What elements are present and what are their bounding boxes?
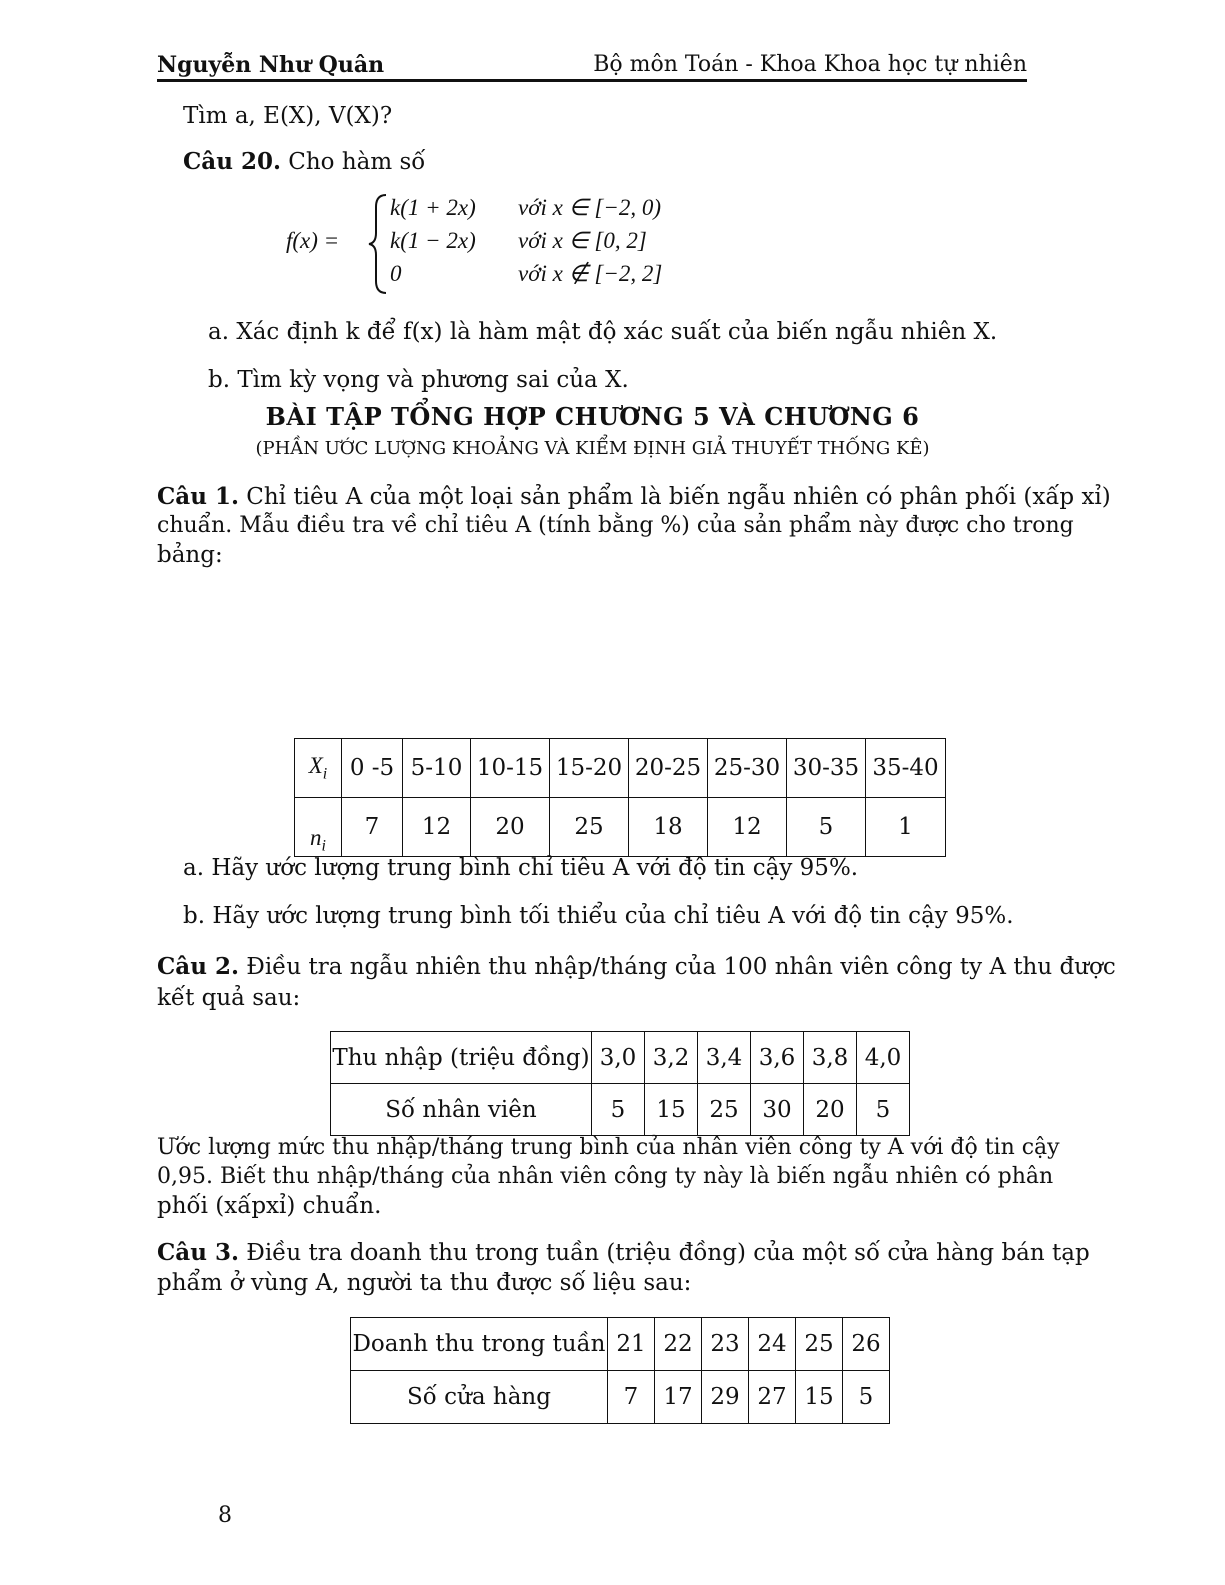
table-row <box>351 1371 890 1424</box>
q1-x-subscript: i <box>322 765 328 783</box>
q20-case-3-cond: với x ∉ [−2, 2] <box>518 261 663 286</box>
q1-interval-cell: 20-25 <box>629 739 708 798</box>
q3-value-cell: 22 <box>655 1318 702 1371</box>
q20-heading <box>183 147 425 177</box>
q1-count-cell: 25 <box>550 798 629 857</box>
table-row <box>331 1084 910 1136</box>
q20-case-2-expr: k(1 − 2x) <box>390 228 476 253</box>
q1-text-1: Chỉ tiêu A của một loại sản phẩm là biến ngẫu nhiên có phân phối (xấp xỉ) <box>246 484 1111 510</box>
q3-row-label-revenue: Doanh thu trong tuần <box>351 1318 608 1371</box>
q3-value-cell: 25 <box>796 1318 843 1371</box>
q2-line-2: kết quả sau: <box>157 985 301 1011</box>
q1-part-b <box>183 901 1014 931</box>
q3-count-cell: 27 <box>749 1371 796 1424</box>
section-subtitle: (PHẦN ƯỚC LƯỢNG KHOẢNG VÀ KIỂM ĐỊNH GIẢ THUYẾT THỐNG KÊ) <box>255 438 930 459</box>
section-title: BÀI TẬP TỔNG HỢP CHƯƠNG 5 VÀ CHƯƠNG 6 <box>265 402 920 431</box>
q2-row-label-income: Thu nhập (triệu đồng) <box>331 1032 592 1084</box>
q1-interval-cell: 5-10 <box>403 739 471 798</box>
q1-part-a <box>183 853 858 883</box>
q2-after-line-2: 0,95. Biết thu nhập/tháng của nhân viên công ty này là biến ngẫu nhiên có phân <box>157 1164 1054 1189</box>
q20-case-2-cond: với x ∈ [0, 2] <box>518 228 647 253</box>
q3-value-cell: 21 <box>608 1318 655 1371</box>
q2-after-line-1: Ước lượng mức thu nhập/tháng trung bình của nhân viên công ty A với độ tin cậy <box>157 1135 1060 1160</box>
q20-part-a-text: Xác định k để f(x) là hàm mật độ xác suất của biến ngẫu nhiên X. <box>236 319 998 345</box>
q2-income-table <box>330 1031 910 1136</box>
q1-count-cell: 20 <box>471 798 550 857</box>
q1-part-a-marker: a. <box>183 855 205 881</box>
q20-case-3-expr: 0 <box>390 261 402 286</box>
q20-intro: Cho hàm số <box>288 149 426 175</box>
q20-part-b-marker: b. <box>208 367 231 393</box>
q1-row-label-n <box>295 798 342 857</box>
table-row <box>331 1032 910 1084</box>
q2-count-cell: 30 <box>751 1084 804 1136</box>
q3-count-cell: 7 <box>608 1371 655 1424</box>
q3-line-1 <box>157 1238 1090 1268</box>
q1-interval-cell: 15-20 <box>550 739 629 798</box>
table-row <box>295 739 946 798</box>
q1-interval-cell: 30-35 <box>787 739 866 798</box>
q2-value-cell: 3,6 <box>751 1032 804 1084</box>
q3-count-cell: 29 <box>702 1371 749 1424</box>
q3-value-cell: 24 <box>749 1318 796 1371</box>
q20-lhs: f(x) = <box>286 228 340 253</box>
q2-count-cell: 15 <box>645 1084 698 1136</box>
q1-interval-cell: 35-40 <box>866 739 946 798</box>
q1-interval-cell: 0 -5 <box>342 739 403 798</box>
q2-value-cell: 3,2 <box>645 1032 698 1084</box>
q1-count-cell: 5 <box>787 798 866 857</box>
q1-x-symbol: X <box>308 752 323 778</box>
q3-count-cell: 5 <box>843 1371 890 1424</box>
q1-count-cell: 18 <box>629 798 708 857</box>
q20-left-brace <box>366 193 390 295</box>
header-author: Nguyễn Như Quân <box>157 52 385 78</box>
q1-n-subscript: i <box>321 838 326 855</box>
q1-n-symbol: n <box>310 825 322 851</box>
q1-count-cell: 7 <box>342 798 403 857</box>
q2-text-1: Điều tra ngẫu nhiên thu nhập/tháng của 100 nhân viên công ty A thu được <box>246 954 1116 980</box>
q3-value-cell: 26 <box>843 1318 890 1371</box>
q20-part-b <box>208 365 629 395</box>
q20-part-a <box>208 317 997 347</box>
q1-interval-cell: 10-15 <box>471 739 550 798</box>
q20-label: Câu 20. <box>183 148 281 175</box>
q1-row-label-x <box>295 739 342 798</box>
q3-row-label-stores: Số cửa hàng <box>351 1371 608 1424</box>
q2-label: Câu 2. <box>157 953 239 980</box>
q1-count-cell: 12 <box>708 798 787 857</box>
q3-count-cell: 17 <box>655 1371 702 1424</box>
previous-question-line: Tìm a, E(X), V(X)? <box>183 103 393 129</box>
q3-revenue-table <box>350 1317 890 1424</box>
q20-case-1-expr: k(1 + 2x) <box>390 195 476 220</box>
q1-part-b-marker: b. <box>183 903 206 929</box>
q3-text-1: Điều tra doanh thu trong tuần (triệu đồng) của một số cửa hàng bán tạp <box>246 1240 1090 1266</box>
q3-line-2: phẩm ở vùng A, người ta thu được số liệu sau: <box>157 1270 692 1296</box>
q1-count-cell: 1 <box>866 798 946 857</box>
q2-value-cell: 4,0 <box>857 1032 910 1084</box>
q3-count-cell: 15 <box>796 1371 843 1424</box>
q2-count-cell: 5 <box>857 1084 910 1136</box>
q20-case-1-cond: với x ∈ [−2, 0) <box>518 195 661 220</box>
q1-line-3: bảng: <box>157 542 223 568</box>
q1-part-b-text: Hãy ước lượng trung bình tối thiểu của chỉ tiêu A với độ tin cậy 95%. <box>212 903 1014 929</box>
q2-value-cell: 3,4 <box>698 1032 751 1084</box>
q1-interval-cell: 25-30 <box>708 739 787 798</box>
q2-line-1 <box>157 952 1116 982</box>
page-number: 8 <box>218 1503 232 1528</box>
q1-line-2: chuẩn. Mẫu điều tra về chỉ tiêu A (tính bằng %) của sản phẩm này được cho trong <box>157 513 1074 538</box>
q3-label: Câu 3. <box>157 1239 239 1266</box>
q1-label: Câu 1. <box>157 483 239 510</box>
q20-part-a-marker: a. <box>208 319 230 345</box>
q3-value-cell: 23 <box>702 1318 749 1371</box>
q2-row-label-employees: Số nhân viên <box>331 1084 592 1136</box>
q2-count-cell: 20 <box>804 1084 857 1136</box>
q1-line-1 <box>157 482 1111 512</box>
header-rule <box>157 79 1027 82</box>
q20-part-b-text: Tìm kỳ vọng và phương sai của X. <box>237 367 629 393</box>
q1-frequency-table <box>294 738 946 857</box>
q1-part-a-text: Hãy ước lượng trung bình chỉ tiêu A với độ tin cậy 95%. <box>211 855 859 881</box>
q2-count-cell: 25 <box>698 1084 751 1136</box>
header-department: Bộ môn Toán - Khoa Khoa học tự nhiên <box>593 52 1027 77</box>
table-row <box>295 798 946 857</box>
q2-value-cell: 3,0 <box>592 1032 645 1084</box>
q1-count-cell: 12 <box>403 798 471 857</box>
q2-count-cell: 5 <box>592 1084 645 1136</box>
q2-after-line-3: phối (xấpxỉ) chuẩn. <box>157 1193 382 1219</box>
table-row <box>351 1318 890 1371</box>
q2-value-cell: 3,8 <box>804 1032 857 1084</box>
